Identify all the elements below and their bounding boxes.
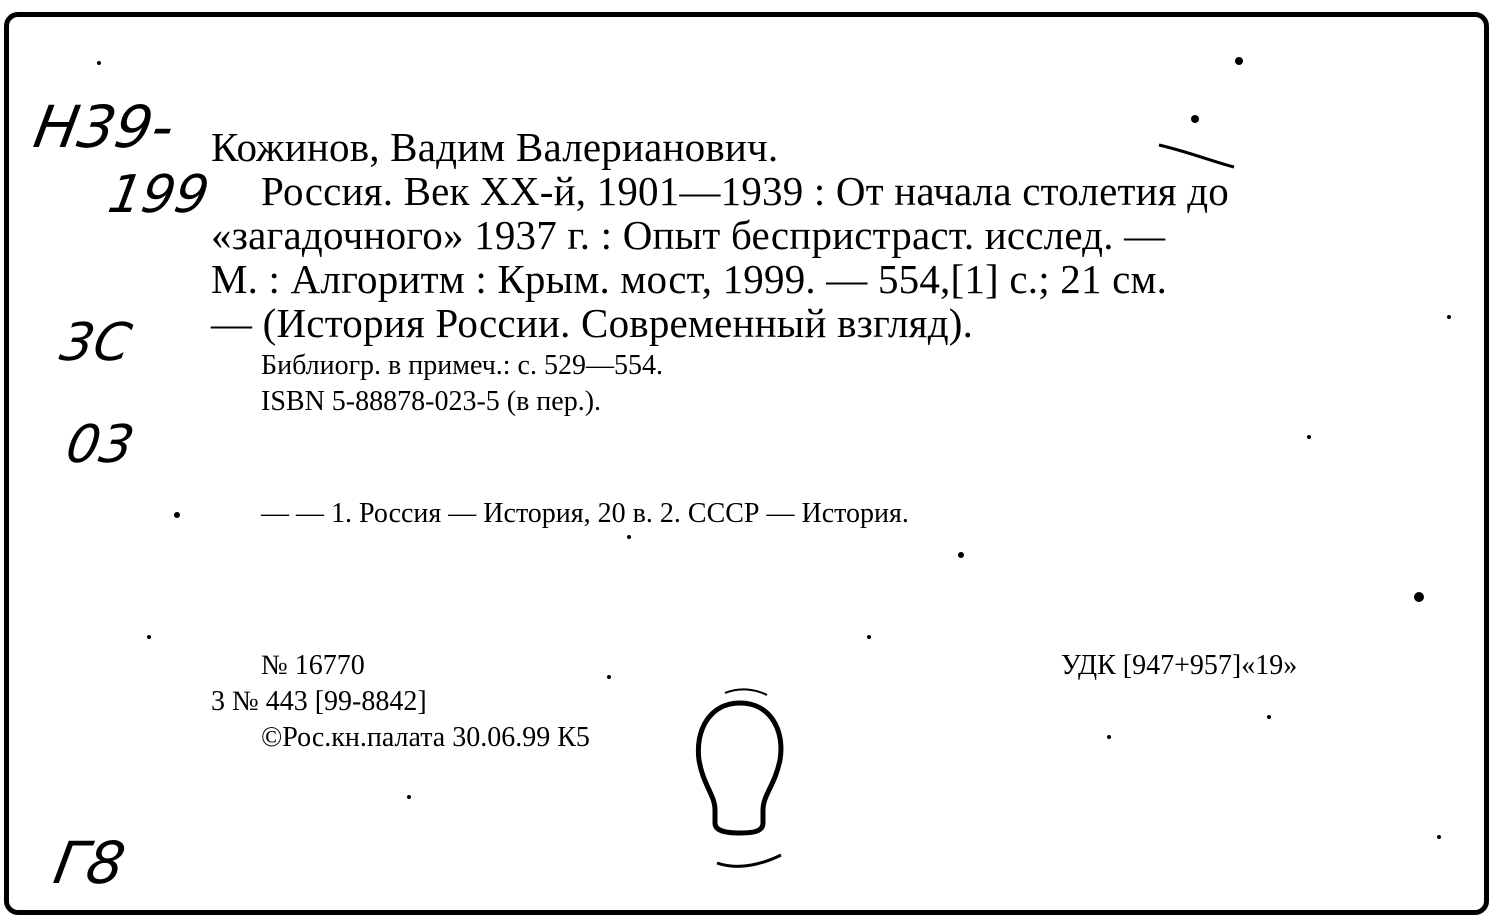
handwritten-mark-03: 03 — [61, 415, 139, 475]
author-heading: Кожинов, Вадим Валерианович. — [211, 124, 779, 170]
copyright-line: ©Рос.кн.палата 30.06.99 К5 — [261, 722, 590, 753]
handwritten-call-number-2: 199 — [103, 165, 214, 225]
catalog-card — [4, 12, 1489, 915]
scan-noise — [9, 17, 1484, 910]
isbn-line: ISBN 5-88878-023-5 (в пер.). — [261, 386, 602, 417]
series-line: — (История России. Современный взгляд). — [211, 300, 974, 346]
card-number: № 16770 — [261, 650, 365, 681]
subject-headings: — — 1. Россия — История, 20 в. 2. СССР — История. — [261, 498, 909, 529]
handwritten-mark-g8: Г8 — [49, 829, 131, 897]
handwritten-call-number-1: Н39- — [29, 93, 180, 161]
bibliography-note: Библиогр. в примеч.: с. 529—554. — [261, 350, 663, 381]
record-number: 3 № 443 [99-8842] — [211, 686, 427, 717]
handwritten-mark-3c: 3С — [55, 313, 136, 373]
imprint-line: М. : Алгоритм : Крым. мост, 1999. — 554,[1] с.; 21 см. — [211, 256, 1168, 302]
udk-code: УДК [947+957]«19» — [1061, 650, 1298, 681]
title-line-2: «загадочного» 1937 г. : Опыт беспристраст. исслед. — — [211, 212, 1166, 258]
title-line-1: Россия. Век XX-й, 1901—1939 : От начала столетия до — [261, 168, 1229, 214]
